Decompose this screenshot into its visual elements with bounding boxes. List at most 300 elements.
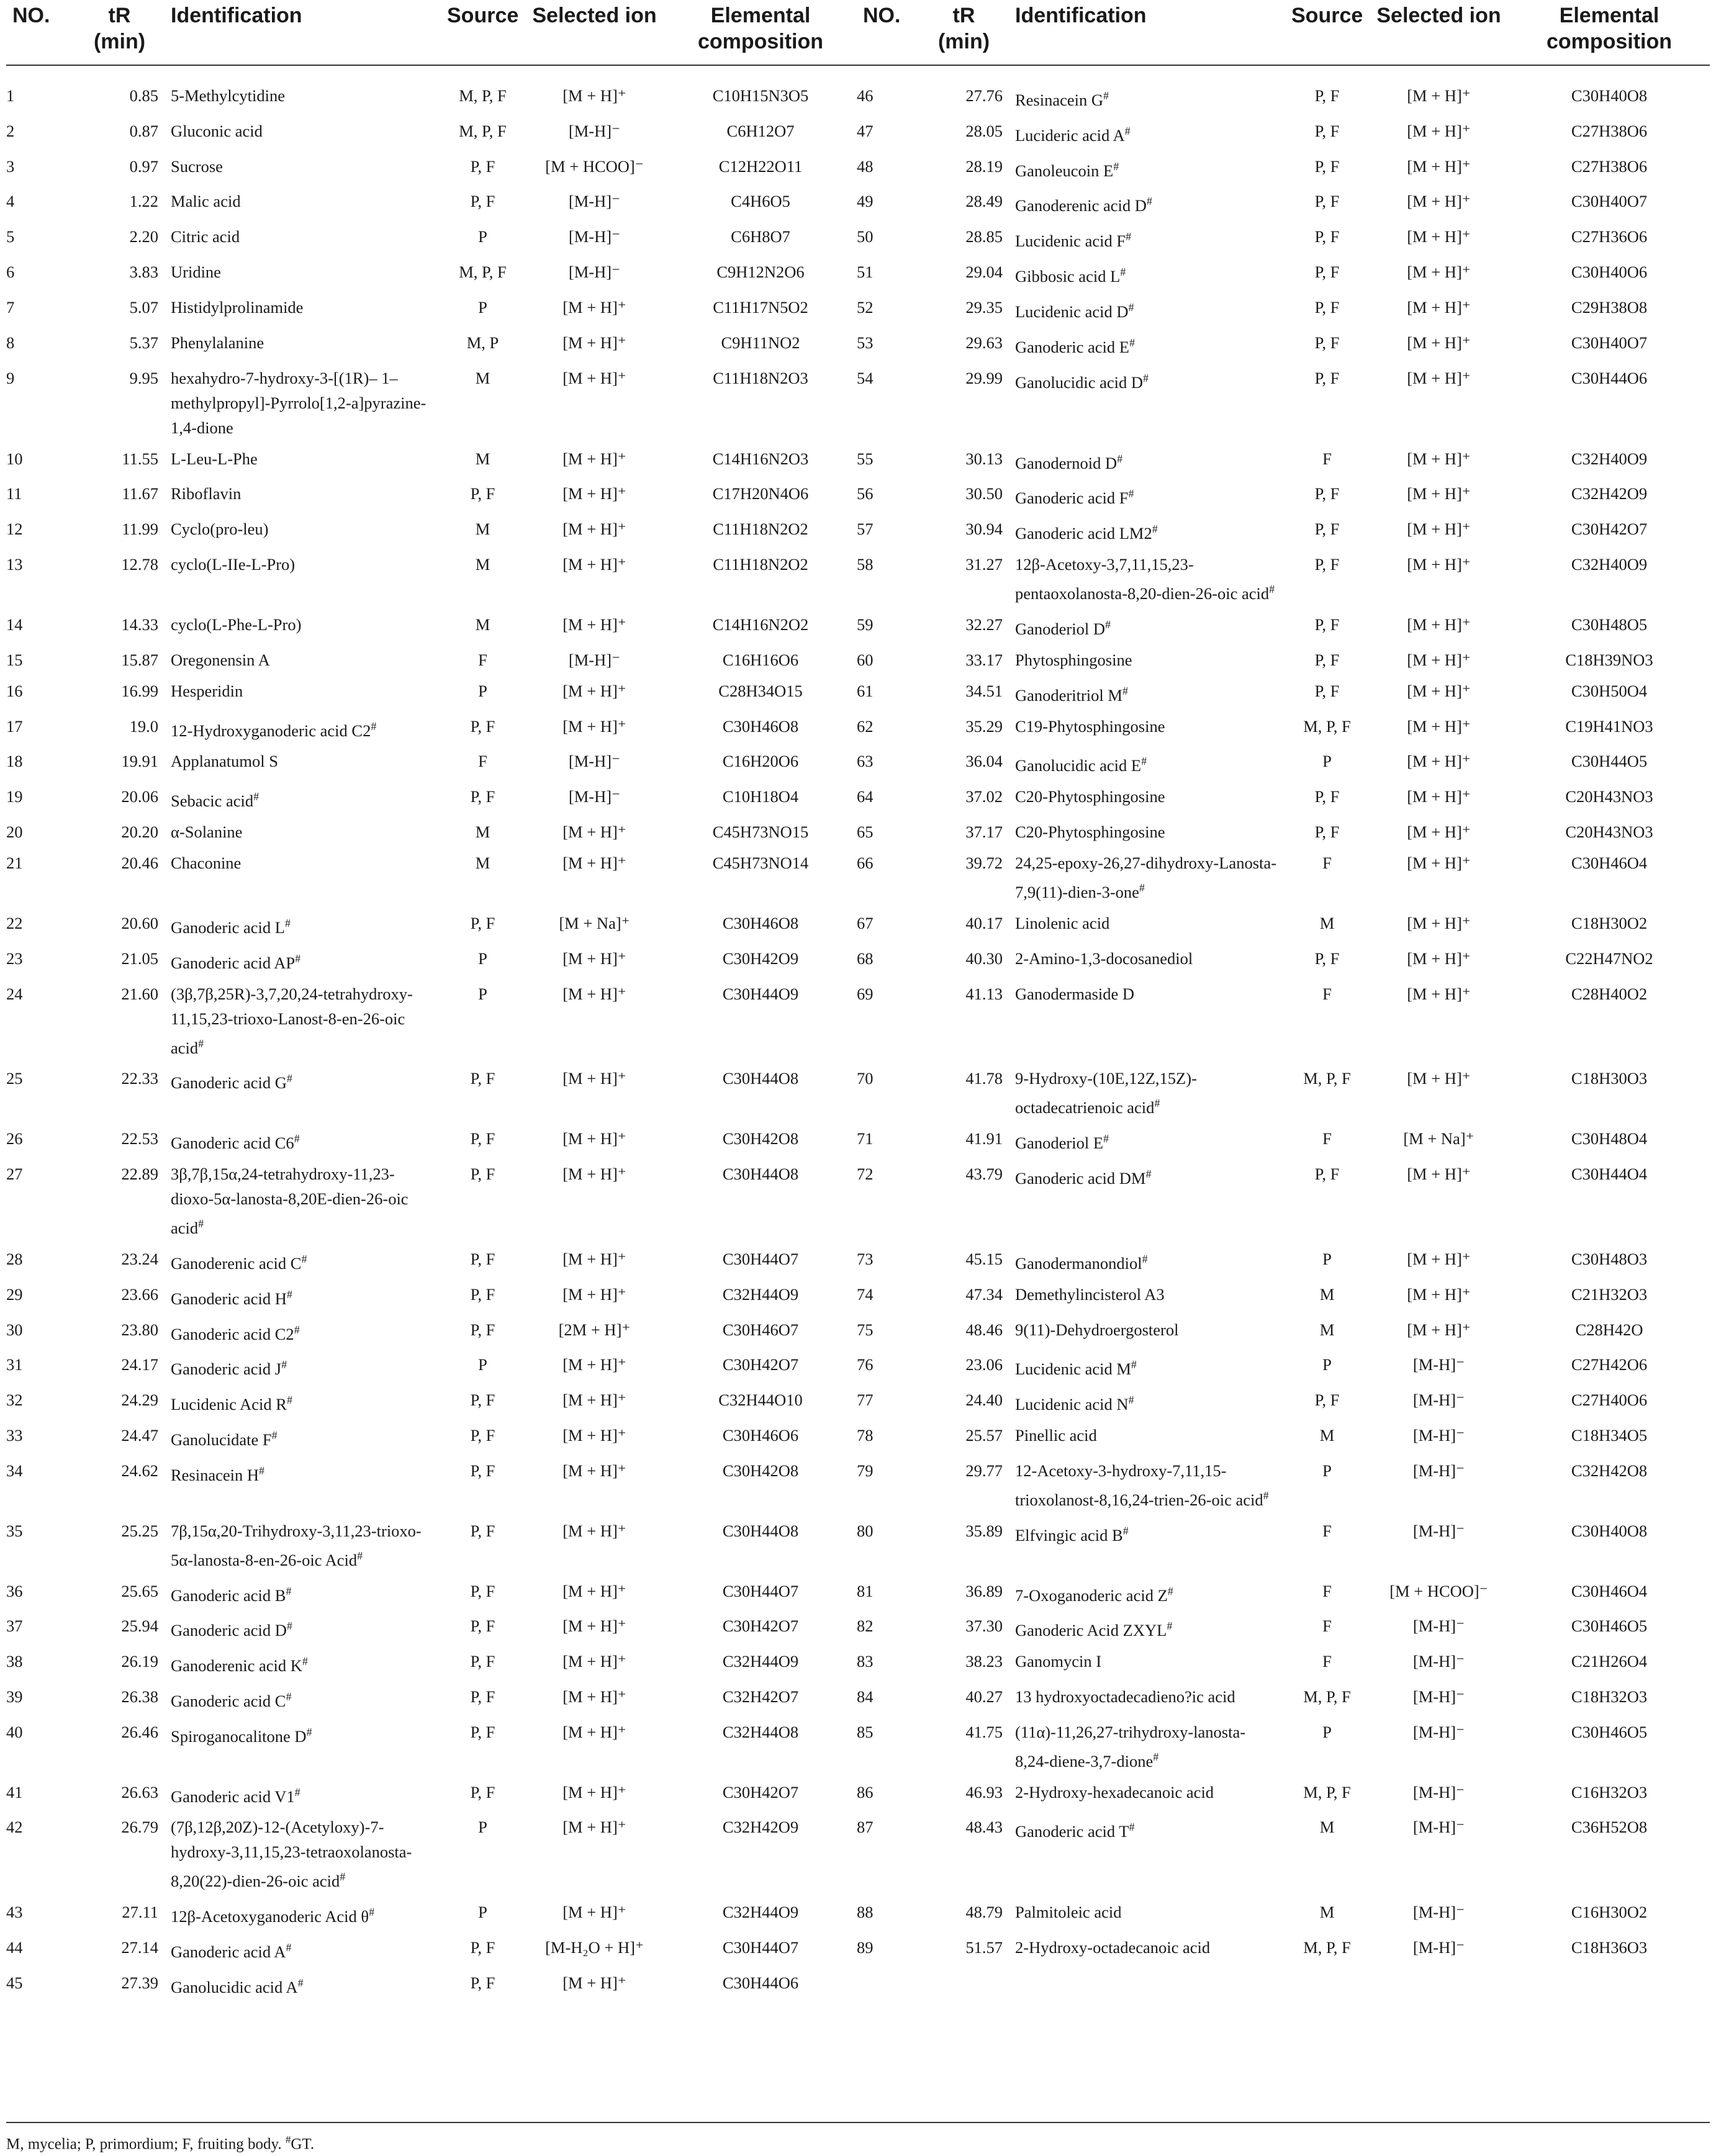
cell-ion: [M + H]⁺ bbox=[1407, 716, 1471, 736]
cell-no: 64 bbox=[857, 787, 874, 806]
cell-tr: 40.17 bbox=[965, 913, 1003, 932]
cell-no: 59 bbox=[857, 615, 874, 634]
cell-composition: C6H12O7 bbox=[726, 121, 795, 140]
cell-tr: 22.53 bbox=[121, 1129, 158, 1148]
cell-source: P bbox=[478, 297, 487, 317]
cell-ion: [M-H]⁻ bbox=[568, 787, 621, 806]
cell-source: P, F bbox=[1314, 297, 1340, 317]
cell-ion: [M + H]⁺ bbox=[1407, 615, 1471, 634]
gt-marker: # bbox=[1131, 1358, 1137, 1371]
table-row bbox=[6, 327, 1710, 363]
cell-tr: 26.46 bbox=[121, 1722, 158, 1741]
cell-source: F bbox=[1322, 1521, 1332, 1540]
cell-identification: Ganoderic acid L# bbox=[171, 916, 291, 937]
cell-identification: Ganoderic acid DM# bbox=[1015, 1168, 1152, 1188]
gt-marker: # bbox=[1124, 124, 1131, 137]
cell-source: P, F bbox=[470, 192, 495, 211]
cell-tr: 33.17 bbox=[965, 650, 1003, 669]
cell-composition: C27H36O6 bbox=[1571, 227, 1648, 246]
cell-composition: C32H44O9 bbox=[722, 1284, 799, 1304]
cell-no: 56 bbox=[857, 484, 874, 503]
cell-identification: Ganoderic acid D# bbox=[171, 1620, 292, 1640]
cell-tr: 11.67 bbox=[122, 484, 158, 503]
cell-identification: Ganolucidic acid A# bbox=[171, 1976, 304, 1996]
cell-source: P, F bbox=[470, 913, 495, 932]
cell-composition: C30H44O8 bbox=[722, 1165, 799, 1184]
cell-source: P bbox=[1322, 1461, 1332, 1480]
cell-ion: [M + H]⁺ bbox=[1407, 156, 1471, 176]
cell-source: P, F bbox=[470, 1722, 495, 1741]
cell-tr: 19.0 bbox=[129, 716, 158, 736]
cell-no: 45 bbox=[6, 1973, 23, 1992]
cell-source: F bbox=[478, 650, 487, 669]
cell-ion: [M + HCOO]⁻ bbox=[1389, 1581, 1488, 1600]
cell-composition: C30H42O9 bbox=[722, 949, 799, 968]
table-row bbox=[6, 1349, 1710, 1384]
cell-source: P, F bbox=[1314, 681, 1340, 700]
cell-identification: hexahydro-7-hydroxy-3-[(1R)– 1–methylpropyl]-Pyrrolo[1,2-a]pyrazine-1,4-dione bbox=[171, 368, 427, 437]
cell-no: 82 bbox=[857, 1617, 874, 1636]
cell-identification: Ganolucidic acid D# bbox=[1015, 371, 1149, 392]
cell-identification: Ganoleucoin E# bbox=[1015, 160, 1119, 180]
cell-identification: 12β-Acetoxyganoderic Acid θ# bbox=[171, 1906, 375, 1926]
cell-composition: C36H52O8 bbox=[1571, 1818, 1648, 1837]
cell-identification: Linolenic acid bbox=[1015, 913, 1110, 932]
cell-ion: [M + H]⁺ bbox=[562, 1722, 626, 1741]
bottom-rule bbox=[6, 2122, 1710, 2123]
cell-ion: [M + H]⁺ bbox=[1407, 787, 1471, 806]
table-row bbox=[6, 908, 1710, 943]
gt-marker: # bbox=[1103, 89, 1109, 102]
cell-composition: C30H46O8 bbox=[722, 913, 799, 932]
gt-marker: # bbox=[294, 1132, 300, 1145]
cell-identification: 12-Hydroxyganoderic acid C2# bbox=[171, 719, 377, 740]
cell-no: 23 bbox=[6, 949, 23, 968]
cell-tr: 12.78 bbox=[121, 555, 158, 574]
cell-composition: C32H40O9 bbox=[1571, 555, 1648, 574]
cell-tr: 36.04 bbox=[965, 752, 1003, 771]
cell-tr: 32.27 bbox=[965, 615, 1003, 634]
table-row bbox=[6, 1123, 1710, 1158]
gt-marker: # bbox=[286, 1690, 292, 1703]
cell-no: 6 bbox=[6, 263, 15, 282]
table-row bbox=[6, 644, 1710, 675]
cell-tr: 28.05 bbox=[965, 121, 1003, 140]
cell-identification: 2-Hydroxy-octadecanoic acid bbox=[1015, 1938, 1211, 1957]
cell-composition: C32H44O9 bbox=[722, 1652, 799, 1671]
cell-composition: C30H44O4 bbox=[1571, 1165, 1648, 1184]
table-row bbox=[6, 151, 1710, 186]
cell-source: P bbox=[1322, 1355, 1332, 1374]
cell-composition: C45H73NO15 bbox=[712, 823, 809, 842]
cell-tr: 48.79 bbox=[965, 1903, 1003, 1922]
cell-no: 61 bbox=[857, 681, 874, 700]
cell-ion: [M + H]⁺ bbox=[562, 1521, 626, 1540]
cell-no: 85 bbox=[857, 1722, 874, 1741]
cell-ion: [M + H]⁺ bbox=[1407, 1069, 1471, 1088]
table-row bbox=[6, 609, 1710, 644]
cell-tr: 25.65 bbox=[121, 1581, 158, 1600]
cell-composition: C30H42O7 bbox=[722, 1355, 799, 1374]
cell-ion: [M + H]⁺ bbox=[562, 1903, 626, 1922]
cell-no: 75 bbox=[857, 1320, 874, 1339]
cell-composition: C30H46O5 bbox=[1571, 1722, 1648, 1741]
cell-composition: C30H44O8 bbox=[722, 1069, 799, 1088]
gt-marker: # bbox=[198, 1037, 204, 1050]
cell-composition: C30H44O7 bbox=[722, 1249, 799, 1268]
cell-tr: 26.79 bbox=[121, 1818, 158, 1837]
table-row bbox=[6, 513, 1710, 549]
gt-marker: # bbox=[1139, 882, 1145, 895]
cell-source: P, F bbox=[470, 1687, 495, 1706]
cell-source: P, F bbox=[1314, 949, 1340, 968]
cell-ion: [M + Na]⁺ bbox=[559, 913, 630, 932]
cell-composition: C6H8O7 bbox=[731, 227, 790, 246]
cell-ion: [M-H]⁻ bbox=[1412, 1426, 1465, 1445]
cell-tr: 29.63 bbox=[965, 333, 1003, 352]
cell-tr: 47.34 bbox=[965, 1284, 1003, 1304]
header-source: Source bbox=[447, 4, 519, 27]
cell-no: 4 bbox=[6, 192, 15, 211]
cell-no: 62 bbox=[857, 716, 874, 736]
cell-composition: C11H18N2O3 bbox=[713, 368, 808, 387]
cell-tr: 25.94 bbox=[121, 1617, 158, 1636]
table-row bbox=[6, 978, 1710, 1063]
cell-no: 50 bbox=[857, 227, 874, 246]
cell-composition: C27H42O6 bbox=[1571, 1355, 1648, 1374]
gt-marker: # bbox=[1263, 1489, 1269, 1502]
table-row bbox=[6, 1576, 1710, 1611]
cell-tr: 39.72 bbox=[965, 854, 1003, 873]
cell-composition: C32H44O10 bbox=[718, 1391, 803, 1410]
table-row bbox=[6, 1681, 1710, 1716]
cell-identification: Uridine bbox=[171, 263, 221, 282]
cell-composition: C18H30O2 bbox=[1571, 913, 1648, 932]
cell-composition: C16H30O2 bbox=[1571, 1903, 1648, 1922]
gt-marker: # bbox=[295, 952, 301, 965]
cell-no: 28 bbox=[6, 1249, 23, 1268]
table-row bbox=[6, 1455, 1710, 1515]
cell-source: P, F bbox=[470, 1617, 495, 1636]
cell-tr: 16.99 bbox=[121, 681, 158, 700]
cell-ion: [M + H]⁺ bbox=[562, 823, 626, 842]
cell-ion bbox=[1369, 1967, 1509, 2003]
cell-identification: 9(11)-Dehydroergosterol bbox=[1015, 1320, 1179, 1339]
cell-composition: C30H44O7 bbox=[722, 1938, 799, 1957]
cell-no: 48 bbox=[857, 156, 874, 176]
cell-no: 16 bbox=[6, 681, 23, 700]
cell-composition: C18H39NO3 bbox=[1565, 650, 1653, 669]
cell-identification: Ganodernoid D# bbox=[1015, 452, 1123, 472]
cell-source: P, F bbox=[1314, 333, 1340, 352]
cell-tr: 51.57 bbox=[965, 1938, 1003, 1957]
cell-ion: [M-H₂O + H]⁺ bbox=[545, 1938, 644, 1957]
cell-identification: (7β,12β,20Z)-12-(Acetyloxy)-7-hydroxy-3,11,15,23-tetraoxolanosta-8,20(22)-dien-26-oic acid# bbox=[171, 1818, 412, 1891]
cell-composition: C32H40O9 bbox=[1571, 449, 1648, 468]
cell-no: 1 bbox=[6, 86, 15, 105]
cell-identification: Ganoderic Acid ZXYL# bbox=[1015, 1620, 1173, 1640]
cell-ion: [2M + H]⁺ bbox=[558, 1320, 631, 1339]
cell-composition: C9H11NO2 bbox=[721, 333, 800, 352]
gt-marker: # bbox=[301, 1252, 307, 1265]
cell-source: F bbox=[1322, 1581, 1332, 1600]
cell-source: M bbox=[1319, 1426, 1335, 1445]
cell-ion: [M + H]⁺ bbox=[1407, 192, 1471, 211]
cell-no: 69 bbox=[857, 984, 874, 1003]
cell-ion: [M + H]⁺ bbox=[1407, 1284, 1471, 1304]
cell-composition: C20H43NO3 bbox=[1565, 823, 1653, 842]
cell-ion: [M + H]⁺ bbox=[562, 1249, 626, 1268]
cell-ion: [M-H]⁻ bbox=[568, 752, 621, 771]
cell-tr: 15.87 bbox=[121, 650, 158, 669]
cell-source: M bbox=[475, 555, 490, 574]
cell-ion: [M-H]⁻ bbox=[568, 192, 621, 211]
cell-no: 25 bbox=[6, 1069, 23, 1088]
cell-composition: C21H26O4 bbox=[1571, 1652, 1648, 1671]
cell-composition: C30H40O8 bbox=[1571, 86, 1648, 105]
cell-tr: 30.50 bbox=[965, 484, 1003, 503]
cell-identification: Ganoderic acid A# bbox=[171, 1941, 292, 1961]
table-row bbox=[6, 1777, 1710, 1812]
cell-no: 65 bbox=[857, 823, 874, 842]
cell-ion: [M-H]⁻ bbox=[1412, 1903, 1465, 1922]
table-row bbox=[6, 478, 1710, 513]
cell-tr: 1.22 bbox=[129, 192, 158, 211]
gt-marker: # bbox=[294, 1785, 300, 1798]
header-identification: Identification bbox=[171, 4, 302, 27]
cell-identification: Lucidenic acid F# bbox=[1015, 230, 1132, 251]
cell-ion: [M + H]⁺ bbox=[1407, 449, 1471, 468]
cell-source: F bbox=[1322, 449, 1332, 468]
cell-no: 76 bbox=[857, 1355, 874, 1374]
cell-identification: Ganolucidate F# bbox=[171, 1429, 278, 1449]
cell-identification: Ganoderic acid J# bbox=[171, 1358, 287, 1379]
cell-tr: 30.94 bbox=[965, 520, 1003, 539]
cell-tr: 28.19 bbox=[965, 156, 1003, 176]
cell-tr: 27.14 bbox=[121, 1938, 158, 1957]
cell-source: P, F bbox=[1314, 1391, 1340, 1410]
cell-identification: Oregonensin A bbox=[171, 650, 270, 669]
cell-composition: C30H46O5 bbox=[1571, 1617, 1648, 1636]
cell-no: 11 bbox=[6, 484, 22, 503]
gt-marker: # bbox=[1117, 452, 1123, 465]
cell-composition: C27H40O6 bbox=[1571, 1391, 1648, 1410]
cell-source: M bbox=[475, 854, 490, 873]
cell-tr: 21.05 bbox=[121, 949, 158, 968]
cell-no: 34 bbox=[6, 1461, 23, 1480]
cell-identification: Ganolucidic acid E# bbox=[1015, 755, 1147, 775]
cell-ion: [M + H]⁺ bbox=[562, 1069, 626, 1088]
cell-composition: C30H46O4 bbox=[1571, 854, 1648, 873]
gt-marker: # bbox=[259, 1464, 265, 1477]
cell-no: 44 bbox=[6, 1938, 23, 1957]
cell-ion: [M-H]⁻ bbox=[1412, 1818, 1465, 1837]
cell-no: 70 bbox=[857, 1069, 874, 1088]
cell-tr: 0.85 bbox=[129, 86, 158, 105]
cell-no: 35 bbox=[6, 1521, 23, 1540]
cell-tr: 24.17 bbox=[121, 1355, 158, 1374]
cell-tr: 27.11 bbox=[122, 1903, 158, 1922]
cell-identification: Ganoderic acid C2# bbox=[171, 1323, 300, 1343]
header-identification: Identification bbox=[1015, 4, 1147, 27]
cell-ion: [M-H]⁻ bbox=[1412, 1461, 1465, 1480]
cell-ion: [M-H]⁻ bbox=[1412, 1938, 1465, 1957]
cell-source: P, F bbox=[470, 1521, 495, 1540]
cell-no: 68 bbox=[857, 949, 874, 968]
cell-source: M bbox=[475, 615, 490, 634]
cell-tr: 41.75 bbox=[965, 1722, 1003, 1741]
gt-marker: # bbox=[284, 916, 291, 929]
cell-identification: Elfvingic acid B# bbox=[1015, 1524, 1129, 1545]
cell-source: F bbox=[1322, 1652, 1332, 1671]
cell-no: 10 bbox=[6, 449, 23, 468]
cell-identification: 2-Amino-1,3-docosanediol bbox=[1015, 949, 1193, 968]
cell-no: 52 bbox=[857, 297, 874, 317]
gt-marker: # bbox=[286, 1941, 292, 1954]
cell-source: P bbox=[478, 984, 487, 1003]
table-row bbox=[6, 443, 1710, 479]
cell-no: 63 bbox=[857, 752, 874, 771]
cell-identification: Hesperidin bbox=[171, 681, 243, 700]
cell-no: 47 bbox=[857, 121, 874, 140]
cell-tr: 41.91 bbox=[965, 1129, 1003, 1148]
cell-identification: Gluconic acid bbox=[171, 121, 263, 140]
cell-no: 77 bbox=[857, 1391, 874, 1410]
cell-source: P, F bbox=[1314, 555, 1340, 574]
cell-tr: 28.85 bbox=[965, 227, 1003, 246]
cell-tr: 37.30 bbox=[965, 1617, 1003, 1636]
cell-no: 32 bbox=[6, 1391, 23, 1410]
cell-no: 88 bbox=[857, 1903, 874, 1922]
cell-ion: [M + H]⁺ bbox=[1407, 1249, 1471, 1268]
cell-ion: [M-H]⁻ bbox=[568, 227, 621, 246]
cell-source: P, F bbox=[470, 1581, 495, 1600]
cell-composition: C32H44O8 bbox=[722, 1722, 799, 1741]
cell-source: P, F bbox=[1314, 192, 1340, 211]
table-row bbox=[6, 1646, 1710, 1681]
cell-ion: [M + H]⁺ bbox=[1407, 681, 1471, 700]
gt-marker: # bbox=[371, 719, 377, 733]
cell-ion: [M + H]⁺ bbox=[562, 1355, 626, 1374]
table-row bbox=[6, 115, 1710, 151]
cell-identification: C20-Phytosphingosine bbox=[1015, 787, 1165, 806]
cell-source: P, F bbox=[1314, 263, 1340, 282]
cell-no: 58 bbox=[857, 555, 874, 574]
cell-no: 9 bbox=[6, 368, 15, 387]
cell-no: 73 bbox=[857, 1249, 874, 1268]
cell-composition: C18H30O3 bbox=[1571, 1069, 1648, 1088]
cell-tr: 22.89 bbox=[121, 1165, 158, 1184]
cell-composition: C14H16N2O3 bbox=[712, 449, 809, 468]
cell-ion: [M + H]⁺ bbox=[562, 949, 626, 968]
table-row bbox=[6, 1314, 1710, 1350]
table-row bbox=[6, 549, 1710, 609]
cell-composition: C18H32O3 bbox=[1571, 1687, 1648, 1706]
cell-composition: C32H42O9 bbox=[722, 1818, 799, 1837]
table-row bbox=[6, 1932, 1710, 1967]
cell-identification: Chaconine bbox=[171, 854, 242, 873]
cell-source: M, P, F bbox=[1303, 1687, 1351, 1706]
header-row bbox=[6, 0, 1710, 65]
cell-identification: Ganoderic acid H# bbox=[171, 1288, 292, 1308]
cell-source: M bbox=[475, 449, 490, 468]
cell-composition: C4H6O5 bbox=[731, 192, 790, 211]
cell-tr: 29.04 bbox=[965, 263, 1003, 282]
cell-tr: 29.77 bbox=[965, 1461, 1003, 1480]
cell-identification: Phytosphingosine bbox=[1015, 650, 1132, 669]
cell-identification: Ganoderic acid F# bbox=[1015, 487, 1134, 508]
cell-source: P, F bbox=[470, 1165, 495, 1184]
table-row bbox=[6, 1279, 1710, 1314]
cell-ion: [M + H]⁺ bbox=[562, 1129, 626, 1148]
cell-source: P, F bbox=[470, 1938, 495, 1957]
table-row bbox=[6, 65, 1710, 115]
cell-no: 39 bbox=[6, 1687, 23, 1706]
cell-tr: 23.66 bbox=[121, 1284, 158, 1304]
gt-marker: # bbox=[281, 1358, 287, 1371]
cell-identification: 3β,7β,15α,24-tetrahydroxy-11,23-dioxo-5α-lanosta-8,20E-dien-26-oic acid# bbox=[171, 1165, 409, 1237]
cell-no: 17 bbox=[6, 716, 23, 736]
table-row bbox=[6, 1063, 1710, 1123]
cell-composition: C21H32O3 bbox=[1571, 1284, 1648, 1304]
cell-tr: 24.62 bbox=[121, 1461, 158, 1480]
cell-source: P, F bbox=[470, 1782, 495, 1802]
gt-marker: # bbox=[1167, 1620, 1173, 1633]
cell-tr: 46.93 bbox=[965, 1782, 1003, 1802]
cell-ion: [M + H]⁺ bbox=[562, 1165, 626, 1184]
cell-identification: (11α)-11,26,27-trihydroxy-lanosta-8,24-diene-3,7-dione# bbox=[1015, 1722, 1246, 1770]
cell-identification: Malic acid bbox=[171, 192, 241, 211]
cell-tr: 40.30 bbox=[965, 949, 1003, 968]
table-row bbox=[6, 1158, 1710, 1243]
cell-no: 37 bbox=[6, 1617, 23, 1636]
cell-composition: C30H44O8 bbox=[722, 1521, 799, 1540]
cell-no: 19 bbox=[6, 787, 23, 806]
cell-no: 89 bbox=[857, 1938, 874, 1957]
cell-ion: [M + H]⁺ bbox=[1407, 368, 1471, 387]
cell-composition: C22H47NO2 bbox=[1565, 949, 1653, 968]
cell-no: 55 bbox=[857, 449, 874, 468]
cell-no bbox=[857, 1967, 919, 2003]
cell-source: P, F bbox=[1314, 484, 1340, 503]
cell-tr: 20.20 bbox=[121, 823, 158, 842]
cell-identification: Spiroganocalitone D# bbox=[171, 1725, 312, 1746]
cell-ion: [M + H]⁺ bbox=[1407, 297, 1471, 317]
cell-no: 14 bbox=[6, 615, 23, 634]
header-tr: tR (min) bbox=[93, 4, 146, 53]
gt-marker: # bbox=[286, 1394, 292, 1407]
cell-tr: 29.35 bbox=[965, 297, 1003, 317]
cell-tr: 21.60 bbox=[121, 984, 158, 1003]
cell-composition: C30H48O4 bbox=[1571, 1129, 1648, 1148]
cell-tr: 41.13 bbox=[965, 984, 1003, 1003]
cell-identification: Sucrose bbox=[171, 156, 223, 176]
cell-tr: 19.91 bbox=[121, 752, 158, 771]
cell-identification: Riboflavin bbox=[171, 484, 242, 503]
cell-source: P, F bbox=[470, 1426, 495, 1445]
cell-composition bbox=[1509, 1967, 1710, 2003]
cell-identification: Ganoderic acid T# bbox=[1015, 1821, 1135, 1841]
cell-identification: Ganoderenic acid D# bbox=[1015, 195, 1152, 215]
cell-composition: C30H42O7 bbox=[722, 1782, 799, 1802]
table-row bbox=[6, 1811, 1710, 1897]
cell-tr: 0.97 bbox=[129, 156, 158, 176]
cell-ion: [M-H]⁻ bbox=[1412, 1355, 1465, 1374]
cell-ion: [M + H]⁺ bbox=[1407, 333, 1471, 352]
cell-no: 18 bbox=[6, 752, 23, 771]
cell-identification: Lucidenic acid D# bbox=[1015, 300, 1134, 321]
gt-marker: # bbox=[271, 1429, 278, 1442]
